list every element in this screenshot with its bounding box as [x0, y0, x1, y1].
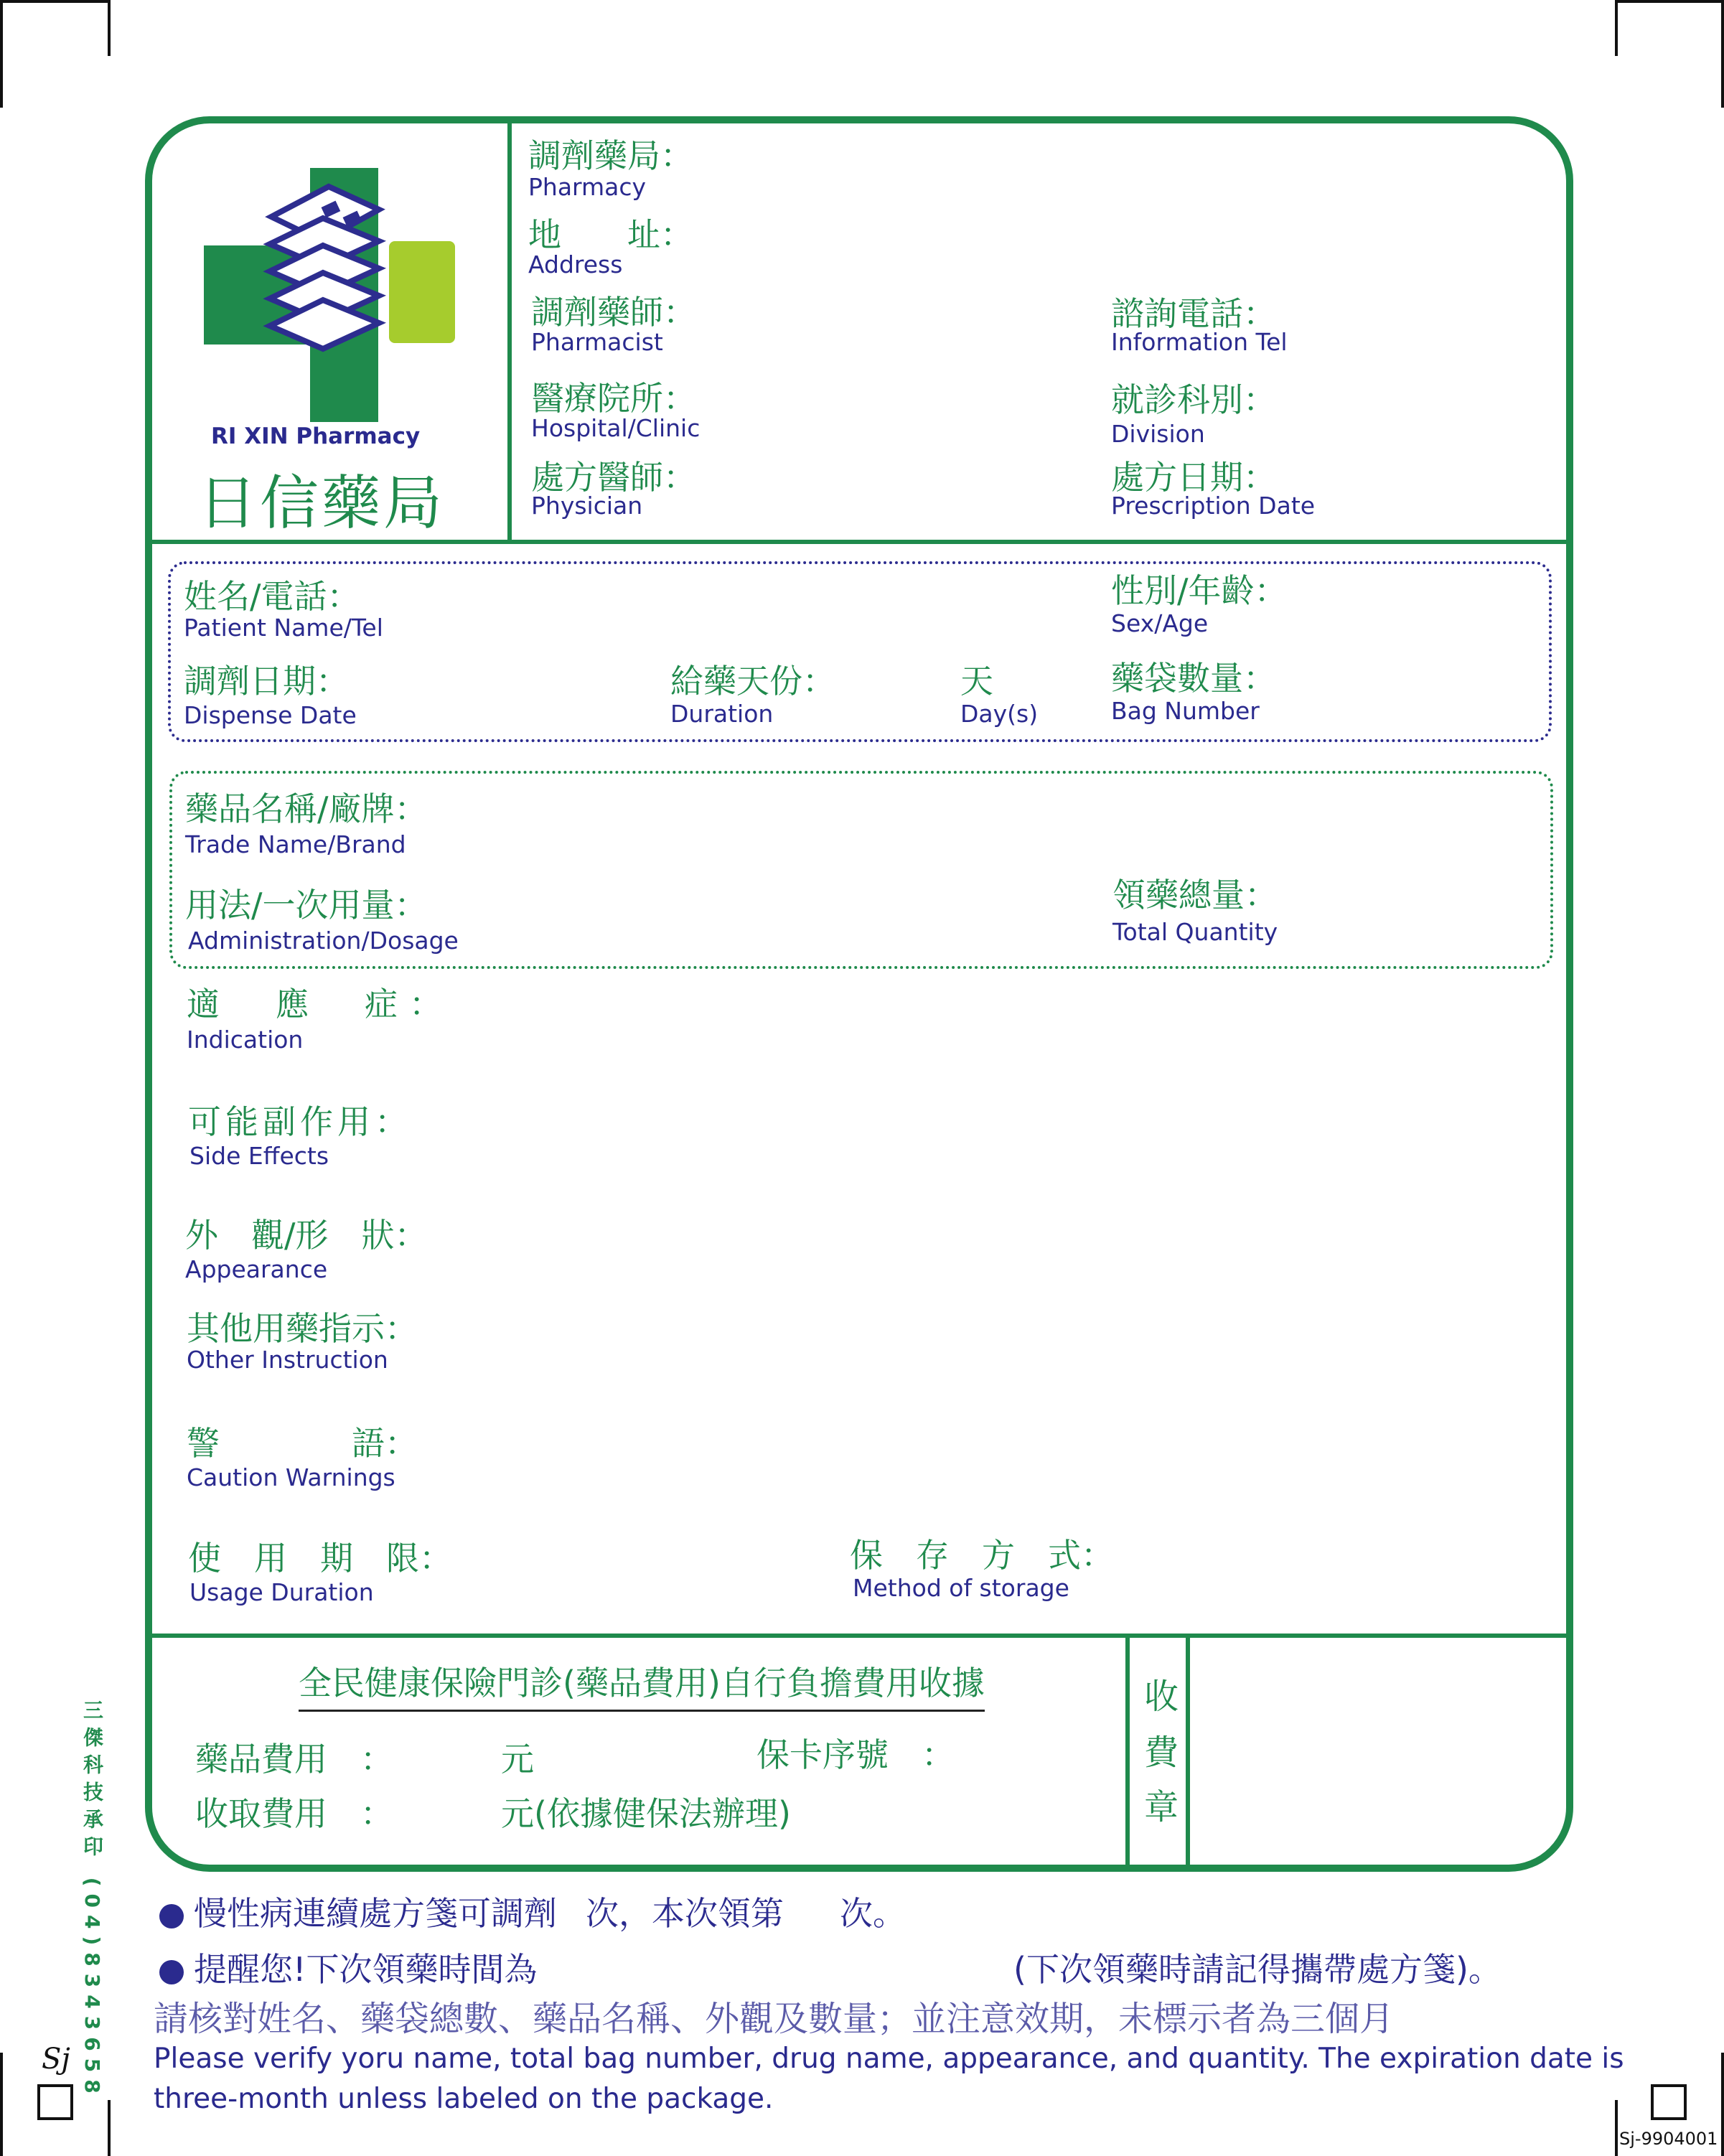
patient-name-label-zh: 姓名/電話：: [184, 577, 360, 616]
other-instruction-label-zh: 其他用藥指示：: [187, 1309, 418, 1348]
pharmacy-label-zh: 調劑藥局：: [528, 136, 693, 175]
address-label-zh: 地 址：: [528, 215, 693, 254]
verify-note-en-2: three-month unless labeled on the package.: [154, 2083, 774, 2115]
pharmacist-label-zh: 調劑藥師：: [531, 293, 696, 332]
crop-mark: [0, 0, 3, 108]
stamp-divider-right: [1186, 1635, 1190, 1869]
storage-label-zh: 保 存 方 式：: [850, 1536, 1114, 1575]
side-effects-label-zh: 可能副作用：: [188, 1102, 412, 1141]
printer-credit: 三傑科技承印 (04)8343658: [80, 1700, 104, 2101]
usage-duration-label-zh: 使 用 期 限：: [188, 1539, 452, 1578]
bullet-dot: [159, 1904, 184, 1928]
physician-label-en: Physician: [531, 492, 643, 520]
drug-fee-unit: 元: [501, 1740, 534, 1778]
storage-label-en: Method of storage: [853, 1574, 1069, 1602]
administration-label-en: Administration/Dosage: [188, 927, 459, 955]
crop-mark: [0, 2053, 3, 2156]
crop-mark: [108, 2100, 111, 2156]
receipt-title: 全民健康保險門診(藥品費用)自行負擔費用收據: [299, 1667, 985, 1712]
crop-mark: [108, 0, 111, 56]
bullet-dot: [159, 1960, 184, 1984]
duration-label-zh: 給藥天份：: [670, 662, 835, 700]
crop-mark: [1721, 0, 1724, 108]
drug-fee-label: 藥品費用 ：: [195, 1740, 393, 1778]
pharmacy-logo-icon: [201, 167, 459, 425]
address-label-en: Address: [528, 250, 623, 278]
form-code: Sj-9904001: [1619, 2129, 1718, 2149]
reminder-note-part1: 提醒您!下次領藥時間為: [194, 1950, 538, 1989]
division-label-zh: 就診科別：: [1111, 380, 1276, 419]
chronic-note-part2: 次，本次領第: [586, 1894, 784, 1933]
total-quantity-label-en: Total Quantity: [1112, 918, 1278, 946]
division-label-en: Division: [1111, 420, 1205, 448]
appearance-label-zh: 外 觀/形 狀：: [185, 1216, 428, 1255]
verify-note-en-1: Please verify yoru name, total bag number, drug name, appearance, and quantity. The expiration date is: [154, 2043, 1624, 2075]
brand-name-en: RI XIN Pharmacy: [211, 423, 421, 449]
hospital-label-zh: 醫療院所：: [531, 379, 696, 418]
crop-mark: [0, 0, 109, 3]
side-effects-label-en: Side Effects: [189, 1142, 329, 1170]
prescription-date-label-zh: 處方日期：: [1111, 458, 1276, 497]
physician-label-zh: 處方醫師：: [531, 458, 696, 497]
header-divider: [507, 122, 512, 543]
indication-label-en: Indication: [187, 1026, 304, 1054]
stamp-label-char: 章: [1144, 1787, 1179, 1827]
receipt-top-line: [151, 1634, 1568, 1638]
registration-square: [37, 2084, 73, 2120]
chronic-note-part3: 次。: [840, 1894, 906, 1933]
card-number-label: 保卡序號 ：: [756, 1735, 955, 1774]
patient-name-label-en: Patient Name/Tel: [184, 614, 383, 642]
dispense-date-label-en: Dispense Date: [184, 701, 357, 729]
sex-age-label-zh: 性別/年齡：: [1111, 571, 1288, 610]
other-instruction-label-en: Other Instruction: [187, 1346, 388, 1374]
days-label-zh: 天: [960, 662, 993, 700]
appearance-label-en: Appearance: [185, 1255, 328, 1283]
registration-square: [1651, 2084, 1687, 2120]
chronic-note-part1: 慢性病連續處方箋可調劑: [194, 1894, 557, 1933]
printer-mark: Sj: [42, 2043, 70, 2076]
charge-label: 收取費用 ：: [195, 1794, 393, 1833]
warnings-label-zh: 警 語：: [187, 1424, 418, 1463]
administration-label-zh: 用法/一次用量：: [185, 886, 428, 924]
stamp-divider-left: [1125, 1635, 1130, 1869]
reminder-note-part2: (下次領藥時請記得攜帶處方箋)。: [1013, 1950, 1502, 1989]
crop-mark: [1615, 0, 1618, 56]
stamp-label-char: 收: [1144, 1677, 1179, 1717]
prescription-date-label-en: Prescription Date: [1111, 492, 1316, 520]
usage-duration-label-en: Usage Duration: [189, 1578, 374, 1606]
hospital-label-en: Hospital/Clinic: [531, 414, 701, 442]
info-tel-label-en: Information Tel: [1111, 328, 1288, 356]
crop-mark: [1615, 0, 1724, 3]
trade-name-label-en: Trade Name/Brand: [185, 830, 406, 858]
pharmacist-label-en: Pharmacist: [531, 328, 663, 356]
duration-label-en: Duration: [670, 700, 774, 728]
stamp-label-char: 費: [1144, 1733, 1179, 1773]
days-label-en: Day(s): [960, 700, 1039, 728]
bag-number-label-en: Bag Number: [1111, 697, 1260, 725]
chronic-note: [159, 1888, 557, 1935]
pharmacy-label-en: Pharmacy: [528, 173, 647, 201]
warnings-label-en: Caution Warnings: [187, 1463, 395, 1491]
crop-mark: [1721, 2053, 1724, 2156]
bag-number-label-zh: 藥袋數量：: [1111, 659, 1276, 698]
dispense-date-label-zh: 調劑日期：: [184, 662, 349, 700]
info-tel-label-zh: 諮詢電話：: [1111, 294, 1276, 333]
brand-name-zh: 日信藥局: [198, 469, 446, 538]
sex-age-label-en: Sex/Age: [1111, 609, 1209, 637]
verify-note-zh: 請核對姓名、藥袋總數、藥品名稱、外觀及數量；並注意效期，未標示者為三個月: [154, 1999, 1395, 2039]
crop-mark: [1615, 2100, 1618, 2156]
total-quantity-label-zh: 領藥總量：: [1112, 876, 1278, 914]
indication-label-zh: 適 應 症：: [187, 985, 454, 1023]
reminder-note: [159, 1944, 537, 1991]
charge-unit: 元(依據健保法辦理): [501, 1794, 791, 1833]
patient-info-box: [168, 561, 1552, 742]
trade-name-label-zh: 藥品名稱/廠牌：: [185, 789, 428, 828]
